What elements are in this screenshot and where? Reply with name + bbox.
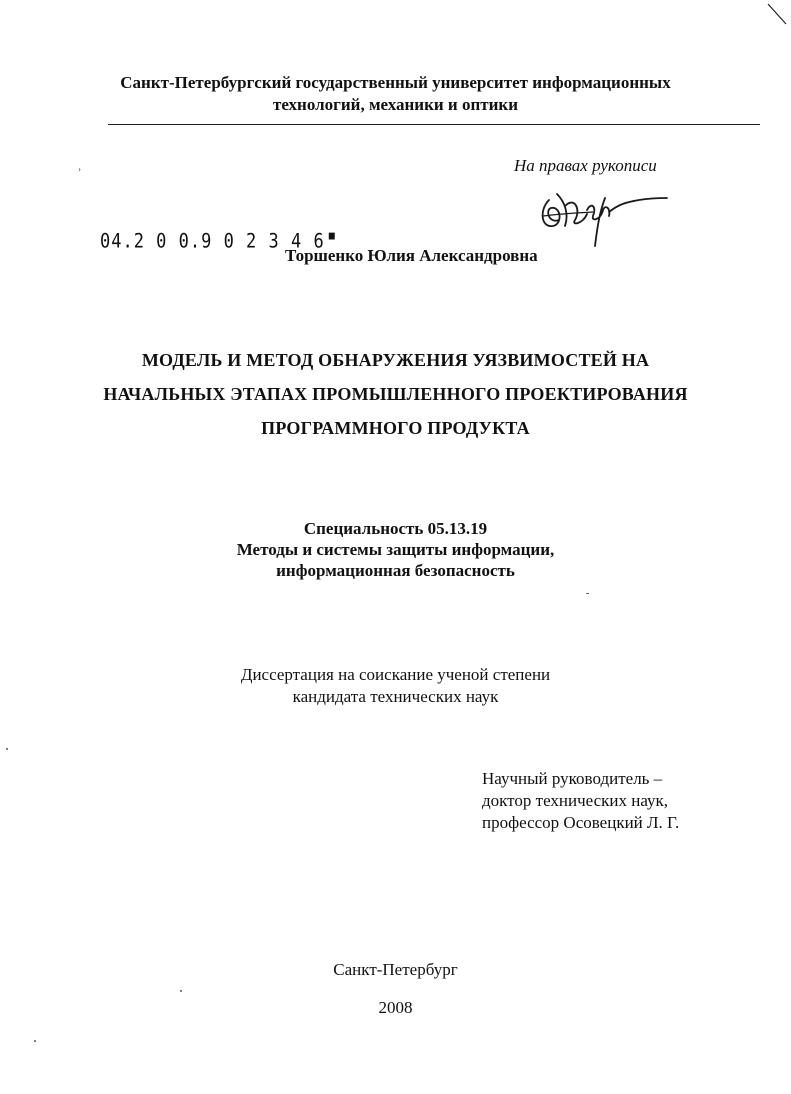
specialty-name-line-1: Методы и системы защиты информации, xyxy=(236,540,555,559)
city: Санкт-Петербург xyxy=(333,960,458,979)
title-line-2: НАЧАЛЬНЫХ ЭТАПАХ ПРОМЫШЛЕННОГО ПРОЕКТИРОВАНИЯ xyxy=(103,384,688,404)
scan-speck xyxy=(586,593,589,594)
title-line-1: МОДЕЛЬ И МЕТОД ОБНАРУЖЕНИЯ УЯЗВИМОСТЕЙ НА xyxy=(141,350,650,370)
dissertation-title xyxy=(0,343,791,445)
advisor-line-3: профессор Осовецкий Л. Г. xyxy=(482,813,680,832)
signature-icon xyxy=(535,180,675,250)
title-line-3: ПРОГРАММНОГО ПРОДУКТА xyxy=(261,418,530,438)
specialty-block xyxy=(0,518,791,581)
advisor-line-1: Научный руководитель – xyxy=(482,769,663,788)
scan-mark-icon xyxy=(764,0,791,30)
specialty-code: Специальность 05.13.19 xyxy=(303,519,488,538)
scan-mark-icon: › xyxy=(78,164,81,174)
stamp-dot-icon: ■ xyxy=(328,230,336,243)
header-divider xyxy=(108,124,760,125)
document-number-text: 04.2 0 0.9 0 2 3 4 6 xyxy=(100,230,325,253)
manuscript-note: На правах рукописи xyxy=(514,156,657,175)
degree-line-1: Диссертация на соискание ученой степени xyxy=(240,665,551,684)
degree-line-2: кандидата технических наук xyxy=(292,687,499,706)
university-line-2: технологий, механики и оптики xyxy=(272,95,519,114)
scan-speck xyxy=(6,748,8,750)
scan-speck xyxy=(180,990,182,992)
advisor-line-2: доктор технических наук, xyxy=(482,791,669,810)
year: 2008 xyxy=(378,998,413,1017)
university-name xyxy=(0,72,791,116)
author-name: Торшенко Юлия Александровна xyxy=(285,246,538,265)
advisor-block xyxy=(482,768,679,834)
degree-block xyxy=(0,664,791,708)
university-line-1: Санкт-Петербургский государственный университет информационных xyxy=(120,73,671,92)
specialty-name-line-2: информационная безопасность xyxy=(276,561,515,580)
scan-speck xyxy=(34,1040,36,1042)
